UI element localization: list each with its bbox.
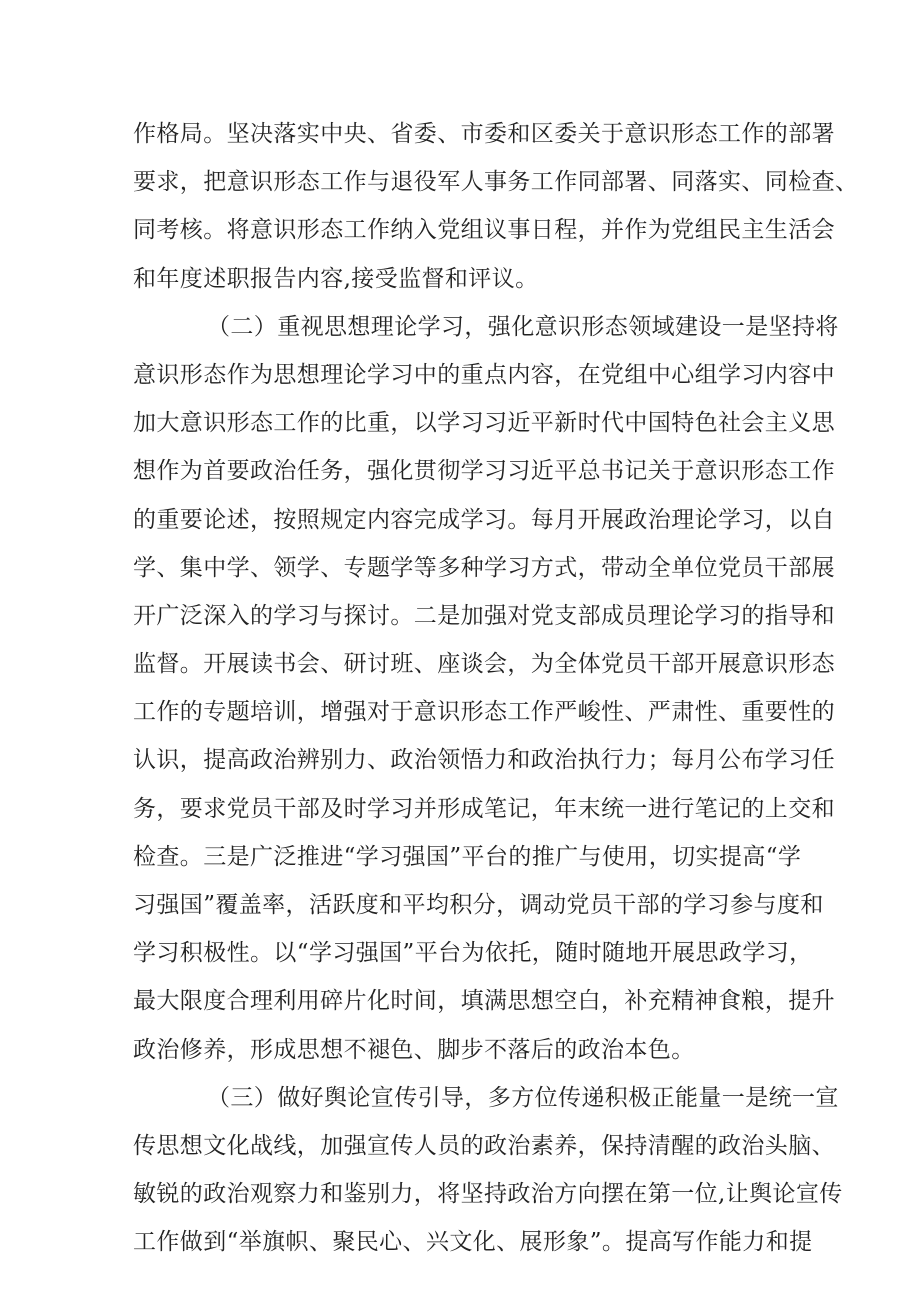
text-line: 想作为首要政治任务，强化贯彻学习习近平总书记关于意识形态工作 [133, 458, 835, 485]
text-line: 工作的专题培训，增强对于意识形态工作严峻性、严肃性、重要性的 [133, 699, 835, 726]
text-line: 检查。三是广泛推进“学习强国”平台的推广与使用，切实提高“学 [133, 843, 802, 870]
text-line: 学习积极性。以“学习强国”平台为依托，随时随地开展思政学习， [133, 940, 813, 967]
text-line: 监督。开展读书会、研讨班、座谈会，为全体党员干部开展意识形态 [133, 651, 835, 678]
paragraph-1 [133, 110, 859, 303]
paragraph-2 [133, 303, 839, 1074]
document-body [133, 110, 859, 1267]
paragraph-3 [133, 1074, 843, 1267]
text-line: 学、集中学、领学、专题学等多种学习方式，带动全单位党员干部展 [133, 554, 835, 581]
text-line: 和年度述职报告内容,接受监督和评议。 [133, 265, 539, 292]
text-line: 务，要求党员干部及时学习并形成笔记，年末统一进行笔记的上交和 [133, 795, 835, 822]
text-line: 政治修养，形成思想不褪色、脚步不落后的政治本色。 [133, 1036, 695, 1063]
text-line: 习强国”覆盖率，活跃度和平均积分，调动党员干部的学习参与度和 [133, 892, 824, 918]
text-line: 最大限度合理利用碎片化时间，填满思想空白，补充精神食粮，提升 [133, 988, 835, 1015]
text-line: 作格局。坚决落实中央、省委、市委和区委关于意识形态工作的部署 [133, 121, 835, 147]
text-line: 加大意识形态工作的比重，以学习习近平新时代中国特色社会主义思 [133, 410, 835, 437]
paragraph-heading-line: （三）做好舆论宣传引导，多方位传递积极正能量一是统一宣 [207, 1084, 839, 1111]
text-line: 工作做到“举旗帜、聚民心、兴文化、展形象”。提高写作能力和提 [133, 1229, 813, 1256]
paragraph-heading-line: （二）重视思想理论学习，强化意识形态领域建设一是坚持将 [207, 313, 839, 340]
text-line: 传思想文化战线，加强宣传人员的政治素养，保持清醒的政治头脑、 [133, 1132, 835, 1159]
text-line: 开广泛深入的学习与探讨。二是加强对党支部成员理论学习的指导和 [133, 602, 835, 629]
text-line: 的重要论述，按照规定内容完成学习。每月开展政治理论学习，以自 [133, 506, 835, 533]
text-line: 同考核。将意识形态工作纳入党组议事日程，并作为党组民主生活会 [133, 217, 835, 244]
text-line: 敏锐的政治观察力和鉴别力，将坚持政治方向摆在第一位,让舆论宣传 [133, 1181, 843, 1208]
text-line: 要求，把意识形态工作与退役军人事务工作同部署、同落实、同检查、 [133, 169, 859, 196]
text-line: 认识，提高政治辨别力、政治领悟力和政治执行力；每月公布学习任 [133, 747, 835, 774]
text-line: 意识形态作为思想理论学习中的重点内容，在党组中心组学习内容中 [133, 361, 835, 388]
